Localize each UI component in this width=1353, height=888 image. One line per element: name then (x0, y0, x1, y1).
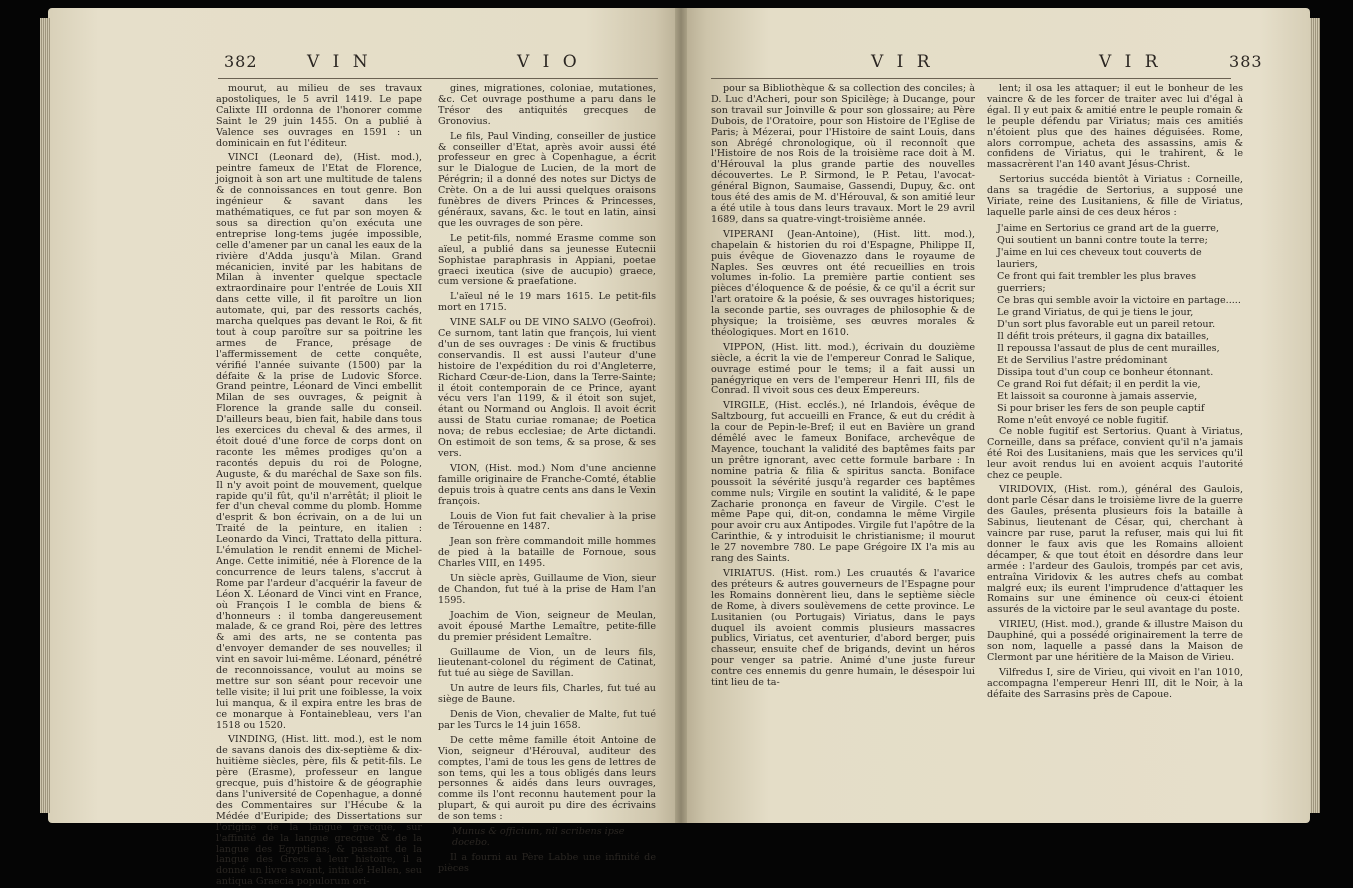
paragraph: mourut, au milieu de ses travaux apostoliques, le 5 avril 1419. Le pape Calixte III ordonna de l'honorer comme Saint le 29 juin 1455. On a publié à Valence ses ouvrages en 1591 : un dominicain en fut l'éditeur. (216, 83, 422, 149)
verse-line: Munus & officium, nil scribens ipse docebo. (452, 826, 625, 848)
left-header-rule (218, 78, 658, 79)
paragraph: De cette même famille étoit Antoine de Vion, seigneur d'Hérouval, auditeur des comptes, l'ami de tous les gens de lettres de son tems, qui les a tous obligés dans leurs personnes & aidés dans leurs ouvrages, comme ils l'ont reconnu hautement pour la plupart, & qui auroit pu dire des écrivains de son tems : (438, 734, 656, 823)
paragraph: L'aïeul né le 19 mars 1615. Le petit-fils mort en 1715. (438, 291, 656, 314)
paragraph: VINE SALF ou DE VINO SALVO (Geofroi). Ce surnom, tant latin que françois, lui vient d'un de ses ouvrages : De vinis & fructibus conservandis. Il est aussi l'auteur d'une histoire de l'expédition du roi d'Angleterre, Richard Cœur-de-Lion, dans la Terre-Sainte; il étoit contemporain de ce Prince, ayant vécu vers l'an 1199, & il étoit son sujet, étant ou Normand ou Anglois. Il avoit écrit aussi de Statu curiae romanae; de Poetica nova; de rebus ecclesiae; de Arte dictandi. On estimoit de son tems, & sa prose, & ses vers. (438, 317, 656, 459)
verse-line: Rome n'eût envoyé ce noble fugitif. (997, 414, 1169, 426)
right-page-number: 383 (1229, 52, 1263, 71)
paragraph: lent; il osa les attaquer; il eut le bonheur de les vaincre & de les forcer de traiter avec lui d'égal à égal. Il y eut paix & amitié entre le peuple romain & le peuple défendu par Viriatus; mais ces amitiés n'étoient plus que des haines déguisées. Rome, alors corrompue, acheta des assassins, amis & confidens de Viriatus, qui le trahirent, & le massacrèrent l'an 140 avant Jésus-Christ. (987, 83, 1243, 171)
verse-line: Ce front qui fait trembler les plus braves guerriers; (997, 270, 1197, 294)
left-column-1 (216, 83, 422, 888)
left-page-number: 382 (224, 52, 258, 71)
paragraph: VION, (Hist. mod.) Nom d'une ancienne famille originaire de Franche-Comté, établie depuis trois à quatre cents ans dans le Vexin françois. (438, 462, 656, 507)
right-page (681, 8, 1310, 823)
verse-line: Il défit trois préteurs, il gagna dix batailles, (997, 330, 1210, 342)
left-page-header (224, 52, 372, 72)
left-page-edge (40, 18, 50, 813)
paragraph: Louis de Vion fut fait chevalier à la prise de Térouenne en 1487. (438, 510, 656, 533)
paragraph: VIRIEU, (Hist. mod.), grande & illustre Maison du Dauphiné, qui a possédé originairement la terre de son nom, laquelle a passé dans la Maison de Clermont par une héritière de la Maison de Virieu. (987, 619, 1243, 663)
left-page (48, 8, 681, 888)
paragraph: Sertorius succéda bientôt à Viriatus : Corneille, dans sa tragédie de Sertorius, a supposé une Viriate, reine des Lusitaniens, & fille de Viriatus, laquelle parle ainsi de ces deux héros : (987, 174, 1243, 218)
paragraph: Vilfredus I, sire de Virieu, qui vivoit en l'an 1010, accompagna l'empereur Henri III, dit le Noir, à la défaite des Sarrasins près de Capoue. (987, 666, 1243, 700)
paragraph: pour sa Bibliothèque & sa collection des conciles; à D. Luc d'Acheri, pour son Spicilège; à Ducange, pour son travail sur Joinville & pour son glossaire; au Père Dubois, de l'Oratoire, pour son Histoire de l'Eglise de Paris; à Mézerai, pour l'Histoire de saint Louis, dans son Abrégé chronologique, où il reconnoît que l'Histoire de nos Rois de la troisième race doit à M. d'Hérouval la plus grande partie des nouvelles découvertes. Le P. Sirmond, le P. Petau, l'avocat-général Bignon, Saumaise, Gassendi, Dupuy, &c. ont tous été des amis de M. d'Hérouval, & son amitié leur a été utile à tous dans leurs travaux. Mort le 29 avril 1689, dans sa quatre-vingt-troisième année. (711, 83, 975, 225)
paragraph: VIPPON, (Hist. litt. mod.), écrivain du douzième siècle, a écrit la vie de l'empereur Conrad le Salique, ouvrage estimé pour le tems; il a fait aussi un panégyrique en vers de l'empereur Henri III, fils de Conrad. Il vivoit sous ces deux Empereurs. (711, 341, 975, 397)
verse-line: J'aime en lui ces cheveux tout couverts de lauriers, (997, 246, 1202, 270)
left-column-2 (438, 83, 656, 874)
verse-line: Et laissoit sa couronne à jamais asservie, (997, 390, 1198, 402)
book-gutter (675, 8, 687, 823)
verse-line: Si pour briser les fers de son peuple captif (997, 402, 1205, 414)
paragraph: VIRGILE, (Hist. ecclés.), né Irlandois, évêque de Saltzbourg, fut accueilli en France, & eut du crédit à la cour de Pepin-le-Bref; il eut en Bavière un grand démêlé avec le fameux Boniface, archevêque de Mayence, touchant la validité des baptêmes faits par un prêtre ignorant, avec cette formule barbare : In nomine patria & filia & spiritus sancta. Boniface poussoit la sévérité jusqu'à regarder ces baptêmes comme nuls; Virgile en soutint la validité, & le pape Zacharie prononça en faveur de Virgile. C'est le même Pape qui, dit-on, condamna le même Virgile pour avoir cru aux Antipodes. Virgile fut l'apôtre de la Carinthie, & y introduisit le christianisme; il mourut le 27 novembre 780. Le pape Grégoire IX l'a mis au rang des Saints. (711, 400, 975, 565)
verse-line: Qui soutient un banni contre toute la terre; (997, 234, 1208, 246)
right-column-1 (711, 84, 975, 796)
verse-line: Le grand Viriatus, de qui je tiens le jour, (997, 306, 1194, 318)
paragraph: Un siècle après, Guillaume de Vion, sieur de Chandon, fut tué à la prise de Ham l'an 1595. (438, 573, 656, 606)
verse-line: D'un sort plus favorable eut un pareil retour. (997, 318, 1216, 330)
right-column-2 (987, 84, 1243, 796)
verse-line: Et de Servilius l'astre prédominant (997, 354, 1168, 366)
open-book (48, 8, 1310, 888)
paragraph: VIPERANI (Jean-Antoine), (Hist. litt. mod.), chapelain & historien du roi d'Espagne, Philippe II, puis évêque de Giovenazzo dans le royaume de Naples. Ses œuvres ont été recueillies en trois volumes in-folio. La première partie contient ses pièces d'éloquence & de poésie, & ce qu'il a écrit sur l'art oratoire & la poésie, & ses ouvrages historiques; la seconde partie, ses ouvrages de philosophie & de physique; la troisième, ses œuvres morales & théologiques. Mort en 1610. (711, 228, 975, 338)
paragraph: Ce noble fugitif est Sertorius. Quant à Viriatus, Corneille, dans sa préface, convient qu'il n'a jamais été Roi des Lusitaniens, mais que les services qu'il leur avoit rendus lui en avoient acquis l'autorité chez ce peuple. (987, 425, 1243, 481)
paragraph: VIRIATUS. (Hist. rom.) Les cruautés & l'avarice des préteurs & autres gouverneurs de l'Espagne pour les Romains donnèrent lieu, dans le septième siècle de Rome, à divers soulèvemens de cette province. Le Lusitanien (ou Portugais) Viriatus, dans le pays duquel ils avoient commis plusieurs massacres publics, Viriatus, cet aventurier, d'abord berger, puis chasseur, ensuite chef de brigands, devint un héros pour venger sa patrie. Animé d'une juste fureur contre ces ennemis du genre humain, le désespoir lui tint lieu de ta- (711, 567, 975, 689)
paragraph: VIRIDOVIX, (Hist. rom.), général des Gaulois, dont parle César dans le troisième livre de la guerre des Gaules, présenta plusieurs fois la bataille à Sabinus, lieutenant de César, qui, cherchant à vaincre par ruse, parut la refuser, mais qui lui fit donner le faux avis que les Romains alloient décamper, & que tout étoit en désordre dans leur armée : l'ardeur des Gaulois, trompés par cet avis, entraîna Viridovix & les autres chefs au combat malgré eux; ils eurent l'imprudence d'attaquer les Romains sur une éminence où ceux-ci étoient assurés de la victoire par le seul avantage du poste. (987, 484, 1243, 616)
paragraph: Jean son frère commandoit mille hommes de pied à la bataille de Fornoue, sous Charles VIII, en 1495. (438, 536, 656, 570)
paragraph: Il a fourni au Père Labbe une infinité de pièces (438, 851, 656, 874)
verse-line: Ce bras qui semble avoir la victoire en partage..... (997, 294, 1241, 306)
paragraph: Guillaume de Vion, un de leurs fils, lieutenant-colonel du régiment de Catinat, fut tué au siège de Savillan. (438, 646, 656, 680)
right-page-header (1099, 52, 1263, 72)
paragraph: Le fils, Paul Vinding, conseiller de justice & conseiller d'Etat, après avoir aussi été professeur en grec à Copenhague, a écrit sur le Dialogue de Lucien, de la mort de Pérégrin; il a donné des notes sur Dictys de Crète. On a de lui aussi quelques oraisons funèbres de divers Princes & Princesses, généraux, savans, &c. le tout en latin, ainsi que les ouvrages de son père. (438, 130, 656, 229)
paragraph: VINDING, (Hist. litt. mod.), est le nom de savans danois des dix-septième & dix-huitième siècles, père, fils & petit-fils. Le père (Erasme), professeur en langue grecque, puis d'histoire & de géographie dans l'université de Copenhague, a donné des Commentaires sur l'Hécube & la Médée d'Euripide; des Dissertations sur l'origine de la langue grecque, sur l'affinité de la langue grecque & de la langue des Egyptiens; & passant de la langue des Grecs à leur histoire, il a donné un livre savant, intitulé Hellen, seu antiqua Graecia populorum ori- (216, 734, 422, 888)
paragraph: Denis de Vion, chevalier de Malte, fut tué par les Turcs le 14 juin 1658. (438, 709, 656, 731)
paragraph: Le petit-fils, nommé Erasme comme son aïeul, a publié dans sa jeunesse Eutecnii Sophistae paraphrasis in Appiani, poetae graeci ixeutica (sive de aucupio) graece, cum versione & praefatione. (438, 232, 656, 288)
right-running-head-1: V I R (871, 52, 934, 72)
paragraph: Joachim de Vion, seigneur de Meulan, avoit épousé Marthe Lemaître, petite-fille du premier président Lemaître. (438, 609, 656, 643)
right-header-rule (711, 78, 1231, 79)
verse-line: Ce grand Roi fut défait; il en perdit la vie, (997, 378, 1201, 390)
verse-line: J'aime en Sertorius ce grand art de la guerre, (997, 222, 1220, 234)
paragraph: VINCI (Leonard de), (Hist. mod.), peintre fameux de l'Etat de Florence, joignoit à son art une multitude de talens & de connoissances en tout genre. Bon ingénieur & savant dans les mathématiques, ce fut par son moyen & sous sa direction qu'on exécuta une entreprise long-tems jugée impossible, celle d'amener par un canal les eaux de la rivière d'Adda jusqu'à Milan. Grand mécanicien, invité par les habitans de Milan à inventer quelque spectacle extraordinaire pour l'entrée de Louis XII dans cette ville, il fit paroître un lion automate, qui, par des ressorts cachés, marcha quelques pas devant le Roi, & fit tout à coup paroître sur sa poitrine les armes de France, présage de l'affermissement de cette conquête, vérifié l'année suivante (1500) par la défaite & la prise de Ludovic Sforce. Grand peintre, Léonard de Vinci embellit Milan de ses ouvrages, & peignit à Florence la grande salle du conseil. D'ailleurs beau, bien fait, habile dans tous les exercices du cheval & des armes, il étoit doué d'une force de corps dont on raconte les mêmes prodiges qu'on a racontés depuis du roi de Pologne, Auguste, & du maréchal de Saxe son fils. Il n'y avoit point de mouvement, quelque rapide qu'il fût, qu'il n'arrêtât; il plioit le fer d'un cheval comme du plomb. Homme d'esprit & bon écrivain, on a de lui un Traité de la peinture, en italien : Leonardo da Vinci, Trattato della pittura. L'émulation le rendit ennemi de Michel-Ange. Cette inimitié, née à Florence de la concurrence de leurs talens, s'accrut à Rome par l'ardeur d'acquérir la faveur de Léon X. Léonard de Vinci vint en France, où François I le combla de biens & d'honneurs : il tomba dangereusement malade, & ce grand Roi, père des lettres & ami des arts, ne se contenta pas d'envoyer demander de ses nouvelles; il vint en savoir lui-même. Léonard, pénétré de reconnoissance, voulut au moins se mettre sur son séant pour recevoir une telle visite; il lui prit une foiblesse, la voix lui manqua, & il expira entre les bras de ce monarque à Fontainebleau, vers l'an 1518 ou 1520. (216, 152, 422, 731)
verse-line: Dissipa tout d'un coup ce bonheur étonnant. (997, 366, 1214, 378)
paragraph: gines, migrationes, coloniae, mutationes, &c. Cet ouvrage posthume a paru dans le Trésor des antiquités grecques de Gronovius. (438, 83, 656, 127)
paragraph: Un autre de leurs fils, Charles, fut tué au siège de Baune. (438, 683, 656, 706)
verse-line: Il repoussa l'assaut de plus de cent murailles, (997, 342, 1220, 354)
left-running-head-2: V I O (517, 52, 581, 72)
right-page-edge (1310, 18, 1320, 813)
left-running-head-1: V I N (306, 52, 372, 72)
right-running-head-2: V I R (1099, 52, 1162, 72)
